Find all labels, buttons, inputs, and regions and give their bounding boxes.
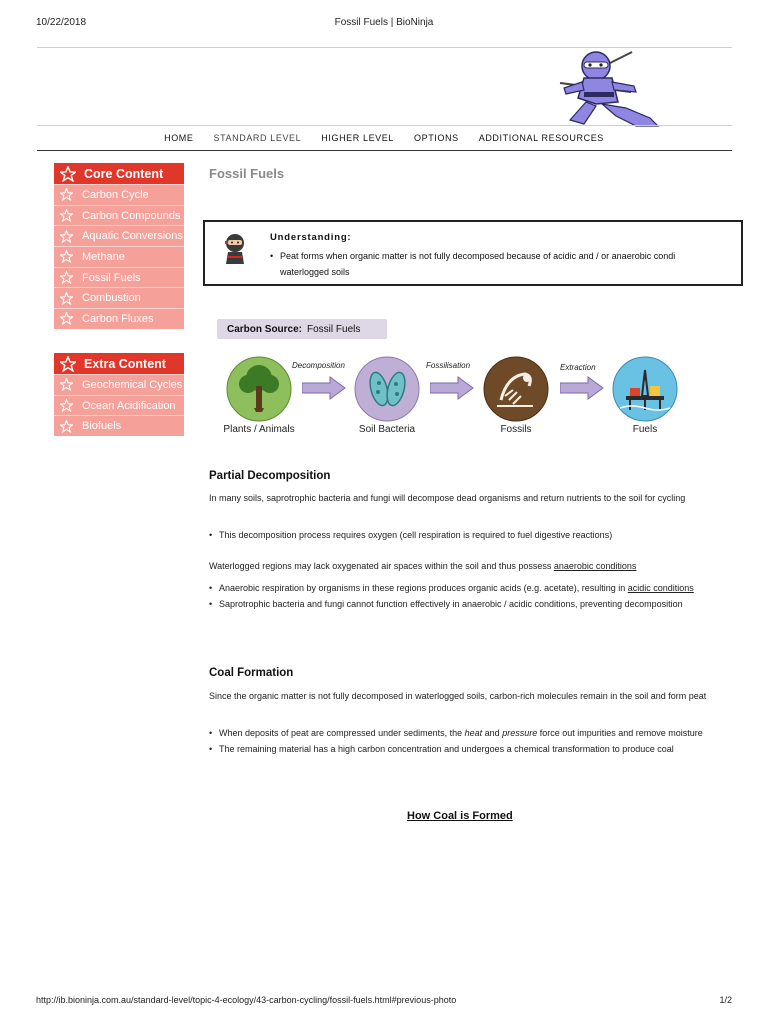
- nav-standard-level[interactable]: STANDARD LEVEL: [213, 133, 302, 143]
- nav-divider: [37, 150, 732, 151]
- partial-paragraph-2-text: Waterlogged regions may lack oxygenated air spaces within the soil and thus possess: [209, 561, 554, 571]
- plant-tree-icon: [226, 356, 292, 422]
- understanding-text: • Peat forms when organic matter is not fully decomposed because of acidic and / or anaerobic condi waterlogged soils: [270, 248, 740, 280]
- sidebar-item-label: Carbon Compounds: [82, 209, 181, 222]
- list-item-text: force out impurities and remove moisture: [537, 728, 703, 738]
- sidebar-item-label: Methane: [82, 250, 125, 263]
- sidebar-core-title: Core Content: [84, 166, 164, 181]
- emphasis-heat: heat: [464, 728, 483, 738]
- star-icon: [60, 230, 73, 243]
- link-acidic-conditions[interactable]: acidic conditions: [627, 583, 694, 593]
- partial-paragraph-1: In many soils, saprotrophic bacteria and fungi will decompose dead organisms and return nutrients to the soil for cycling: [209, 493, 686, 503]
- carbon-source-label: [217, 319, 387, 339]
- print-url: http://ib.bioninja.com.au/standard-level/topic-4-ecology/43-carbon-cycling/fossil-fuels.html#previous-photo: [36, 995, 457, 1005]
- sidebar-item-label: Aquatic Conversions: [82, 230, 183, 243]
- star-icon: [60, 250, 73, 263]
- sidebar-item-aquatic-conversions[interactable]: [54, 225, 184, 246]
- coal-bullets: [209, 726, 734, 757]
- star-icon: [60, 420, 73, 433]
- nav-additional-resources[interactable]: ADDITIONAL RESOURCES: [478, 133, 604, 143]
- sidebar-item-label: Ocean Acidification: [82, 399, 176, 412]
- arrow-label-decomposition: Decomposition: [292, 361, 345, 370]
- sidebar-item-combustion[interactable]: [54, 287, 184, 308]
- sidebar-item-label: Fossil Fuels: [82, 271, 141, 284]
- partial-bullets-1: [209, 528, 734, 544]
- sidebar-extra: [54, 353, 184, 436]
- node-label-fossils: Fossils: [500, 424, 532, 435]
- list-item: • This decomposition process requires oxygen (cell respiration is required to fuel digestive reactions): [209, 528, 734, 544]
- partial-bullets-2: [209, 581, 734, 612]
- emphasis-pressure: pressure: [502, 728, 538, 738]
- sidebar-item-fossil-fuels[interactable]: [54, 267, 184, 288]
- understanding-label: Understanding:: [270, 232, 352, 243]
- print-page-number: 1/2: [719, 995, 732, 1005]
- section-heading-coal-formation: Coal Formation: [209, 667, 294, 679]
- arrow-fossilisation-icon: [430, 376, 474, 400]
- sidebar-item-ocean-acidification[interactable]: [54, 395, 184, 416]
- star-icon: [60, 166, 76, 182]
- sidebar-item-label: Biofuels: [82, 420, 122, 433]
- understanding-line-2: waterlogged soils: [280, 267, 350, 277]
- print-date: 10/22/2018: [36, 17, 87, 28]
- print-title: Fossil Fuels | BioNinja: [334, 17, 434, 28]
- fossil-icon: [483, 356, 549, 422]
- sidebar-item-carbon-cycle[interactable]: [54, 184, 184, 205]
- sidebar-item-carbon-compounds[interactable]: [54, 205, 184, 226]
- sidebar-core: [54, 163, 184, 329]
- star-icon: [60, 188, 73, 201]
- understanding-line-1: Peat forms when organic matter is not fully decomposed because of acidic and / or anaerobic condi: [280, 251, 676, 261]
- page-title: Fossil Fuels: [209, 166, 285, 181]
- sidebar-item-label: Combustion: [82, 292, 141, 305]
- list-item-text: When deposits of peat are compressed under sediments, the: [219, 728, 465, 738]
- nav-options[interactable]: OPTIONS: [414, 133, 459, 143]
- star-icon: [60, 271, 73, 284]
- link-anaerobic-conditions[interactable]: anaerobic conditions: [553, 561, 637, 571]
- star-icon: [60, 312, 73, 325]
- sidebar-item-carbon-fluxes[interactable]: [54, 308, 184, 329]
- sidebar-item-label: Geochemical Cycles: [82, 378, 183, 391]
- sidebar-item-geochemical-cycles[interactable]: [54, 374, 184, 395]
- nav-higher-level[interactable]: HIGHER LEVEL: [321, 133, 394, 143]
- partial-paragraph-2: [209, 559, 734, 575]
- nav-home[interactable]: HOME: [164, 133, 194, 143]
- arrow-label-fossilisation: Fossilisation: [426, 361, 471, 370]
- header-divider-mid: [37, 125, 732, 126]
- ninja-logo[interactable]: [556, 46, 690, 128]
- ninja-icon: [220, 232, 250, 268]
- node-label-fuels: Fuels: [632, 424, 658, 435]
- sidebar-extra-header: [54, 353, 184, 374]
- sidebar-item-methane[interactable]: [54, 246, 184, 267]
- sidebar-extra-title: Extra Content: [84, 356, 166, 371]
- list-item: [209, 726, 734, 742]
- soil-bacteria-icon: [354, 356, 420, 422]
- how-coal-is-formed-link[interactable]: How Coal is Formed: [407, 810, 513, 822]
- star-icon: [60, 356, 76, 372]
- carbon-source-key: Carbon Source:: [227, 323, 303, 335]
- section-heading-partial-decomposition: Partial Decomposition: [209, 470, 331, 482]
- main-nav: [0, 133, 768, 143]
- coal-paragraph-1: Since the organic matter is not fully decomposed in waterlogged soils, carbon-rich molecules remain in the soil and form peat: [209, 691, 707, 701]
- list-item: • Saprotrophic bacteria and fungi cannot function effectively in anaerobic / acidic conditions, preventing decomposition: [209, 597, 734, 613]
- list-item: • The remaining material has a high carbon concentration and undergoes a chemical transformation to produce coal: [209, 742, 734, 758]
- list-item-text: and: [482, 728, 503, 738]
- node-label-plants-animals: Plants / Animals: [223, 424, 295, 435]
- sidebar-item-label: Carbon Cycle: [82, 188, 149, 201]
- oil-rig-icon: [612, 356, 678, 422]
- list-item-text: Anaerobic respiration by organisms in these regions produces organic acids (e.g. acetate), resulting in: [219, 583, 628, 593]
- arrow-decomposition-icon: [302, 376, 346, 400]
- arrow-label-extraction: Extraction: [560, 363, 596, 372]
- list-item: [209, 581, 734, 597]
- star-icon: [60, 378, 73, 391]
- star-icon: [60, 209, 73, 222]
- sidebar-item-biofuels[interactable]: [54, 415, 184, 436]
- sidebar-core-header: [54, 163, 184, 184]
- arrow-extraction-icon: [560, 376, 604, 400]
- sidebar-item-label: Carbon Fluxes: [82, 312, 154, 325]
- node-label-soil-bacteria: Soil Bacteria: [358, 424, 416, 435]
- star-icon: [60, 292, 73, 305]
- star-icon: [60, 399, 73, 412]
- carbon-source-value: Fossil Fuels: [307, 323, 361, 335]
